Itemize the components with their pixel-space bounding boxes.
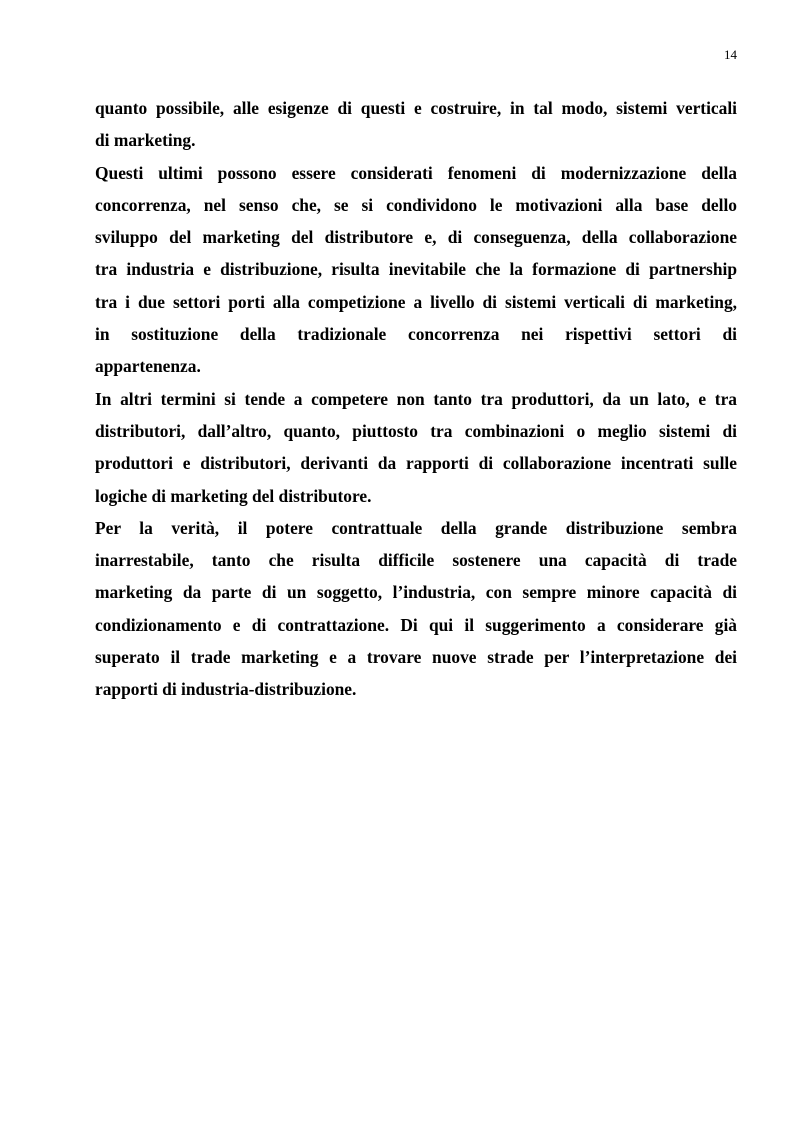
text-line: rapporti di industria-distribuzione.: [95, 679, 357, 700]
text-line: inarrestabile, tanto che risulta difficile sostenere una capacità di trade: [95, 550, 737, 571]
text-line: marketing da parte di un soggetto, l’industria, con sempre minore capacità di: [95, 582, 737, 603]
text-line: sviluppo del marketing del distributore e, di conseguenza, della collaborazione: [95, 227, 737, 248]
paragraph-2: [95, 157, 737, 383]
text-line: logiche di marketing del distributore.: [95, 485, 372, 506]
text-line: superato il trade marketing e a trovare nuove strade per l’interpretazione dei: [95, 647, 737, 668]
text-line: tra i due settori porti alla competizione a livello di sistemi verticali di marketing,: [95, 291, 737, 312]
text-line: in sostituzione della tradizionale concorrenza nei rispettivi settori di: [95, 324, 737, 345]
text-line: quanto possibile, alle esigenze di questi e costruire, in tal modo, sistemi verticali: [95, 98, 737, 118]
text-line: tra industria e distribuzione, risulta inevitabile che la formazione di partnership: [95, 259, 737, 280]
text-line: di marketing.: [95, 130, 196, 151]
text-line: Questi ultimi possono essere considerati fenomeni di modernizzazione della: [95, 162, 737, 183]
text-line: concorrenza, nel senso che, se si condividono le motivazioni alla base dello: [95, 194, 737, 215]
page-number: 14: [724, 47, 737, 62]
text-line: condizionamento e di contrattazione. Di qui il suggerimento a considerare già: [95, 614, 737, 635]
text-line: In altri termini si tende a competere non tanto tra produttori, da un lato, e tra: [95, 388, 737, 409]
body-text: [95, 92, 737, 706]
text-line: distributori, dall’altro, quanto, piuttosto tra combinazioni o meglio sistemi di: [95, 420, 737, 441]
text-line: Per la verità, il potere contrattuale della grande distribuzione sembra: [95, 517, 737, 538]
text-line: produttori e distributori, derivanti da rapporti di collaborazione incentrati sulle: [95, 453, 737, 474]
text-line: appartenenza.: [95, 356, 201, 377]
paragraph-4: [95, 512, 737, 706]
paragraph-1: [95, 92, 737, 157]
paragraph-3: [95, 383, 737, 512]
